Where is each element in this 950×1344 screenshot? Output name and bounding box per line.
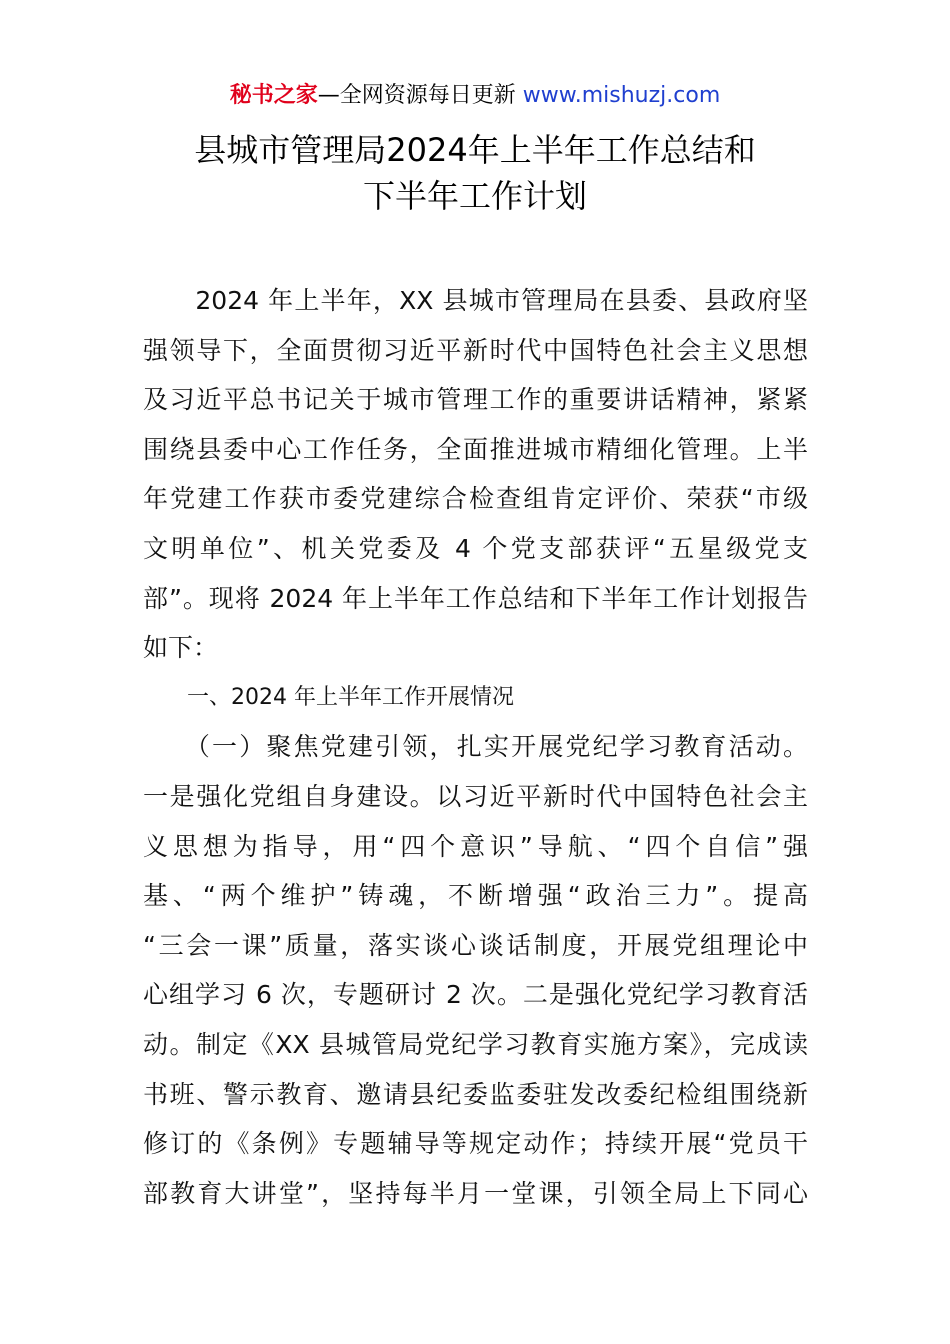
document-body	[143, 276, 808, 1218]
body-line: 动。制定《XX 县城管局党纪学习教育实施方案》，完成读	[143, 1029, 808, 1059]
body-line: 基、“两个维护”铸魂，不断增强“政治三力”。提高	[143, 881, 808, 911]
body-line: 一是强化党组自身建设。以习近平新时代中国特色社会主	[143, 781, 808, 811]
body-line: 部”。现将 2024 年上半年工作总结和下半年工作计划报告	[143, 583, 808, 613]
body-line: 及习近平总书记关于城市管理工作的重要讲话精神，紧紧	[143, 385, 808, 415]
body-line: 如下：	[143, 633, 219, 663]
body-line: 围绕县委中心工作任务，全面推进城市精细化管理。上半	[143, 434, 808, 464]
body-line: 年党建工作获市委党建综合检查组肯定评价、荣获“市级	[143, 484, 808, 514]
body-line: 2024 年上半年，XX 县城市管理局在县委、县政府坚	[143, 286, 808, 315]
site-header	[0, 80, 950, 112]
header-tagline: —全网资源每日更新	[317, 83, 523, 108]
section-heading: 一、2024 年上半年工作开展情况	[143, 684, 514, 710]
document-title-line-2: 下半年工作计划	[362, 177, 587, 215]
body-line: 义思想为指导，用“四个意识”导航、“四个自信”强	[143, 831, 808, 861]
body-line: 书班、警示教育、邀请县纪委监委驻发改委纪检组围绕新	[143, 1079, 808, 1109]
brand-name: 秘书之家	[229, 83, 318, 108]
document-title-line-1: 县城市管理局2024年上半年工作总结和	[194, 131, 756, 169]
subsection-heading: （一）聚焦党建引领，扎实开展党纪学习教育活动。	[143, 732, 808, 762]
body-line: 修订的《条例》专题辅导等规定动作；持续开展“党员干	[143, 1129, 808, 1159]
site-url[interactable]: www.mishuzj.com	[522, 83, 721, 108]
body-line: 文明单位”、机关党委及 4 个党支部获评“五星级党支	[143, 533, 808, 563]
body-line: 强领导下，全面贯彻习近平新时代中国特色社会主义思想	[143, 335, 808, 365]
body-line: “三会一课”质量，落实谈心谈话制度，开展党组理论中	[143, 930, 808, 960]
body-line: 部教育大讲堂”，坚持每半月一堂课，引领全局上下同心	[143, 1178, 808, 1208]
body-line: 心组学习 6 次，专题研讨 2 次。二是强化党纪学习教育活	[143, 980, 808, 1010]
